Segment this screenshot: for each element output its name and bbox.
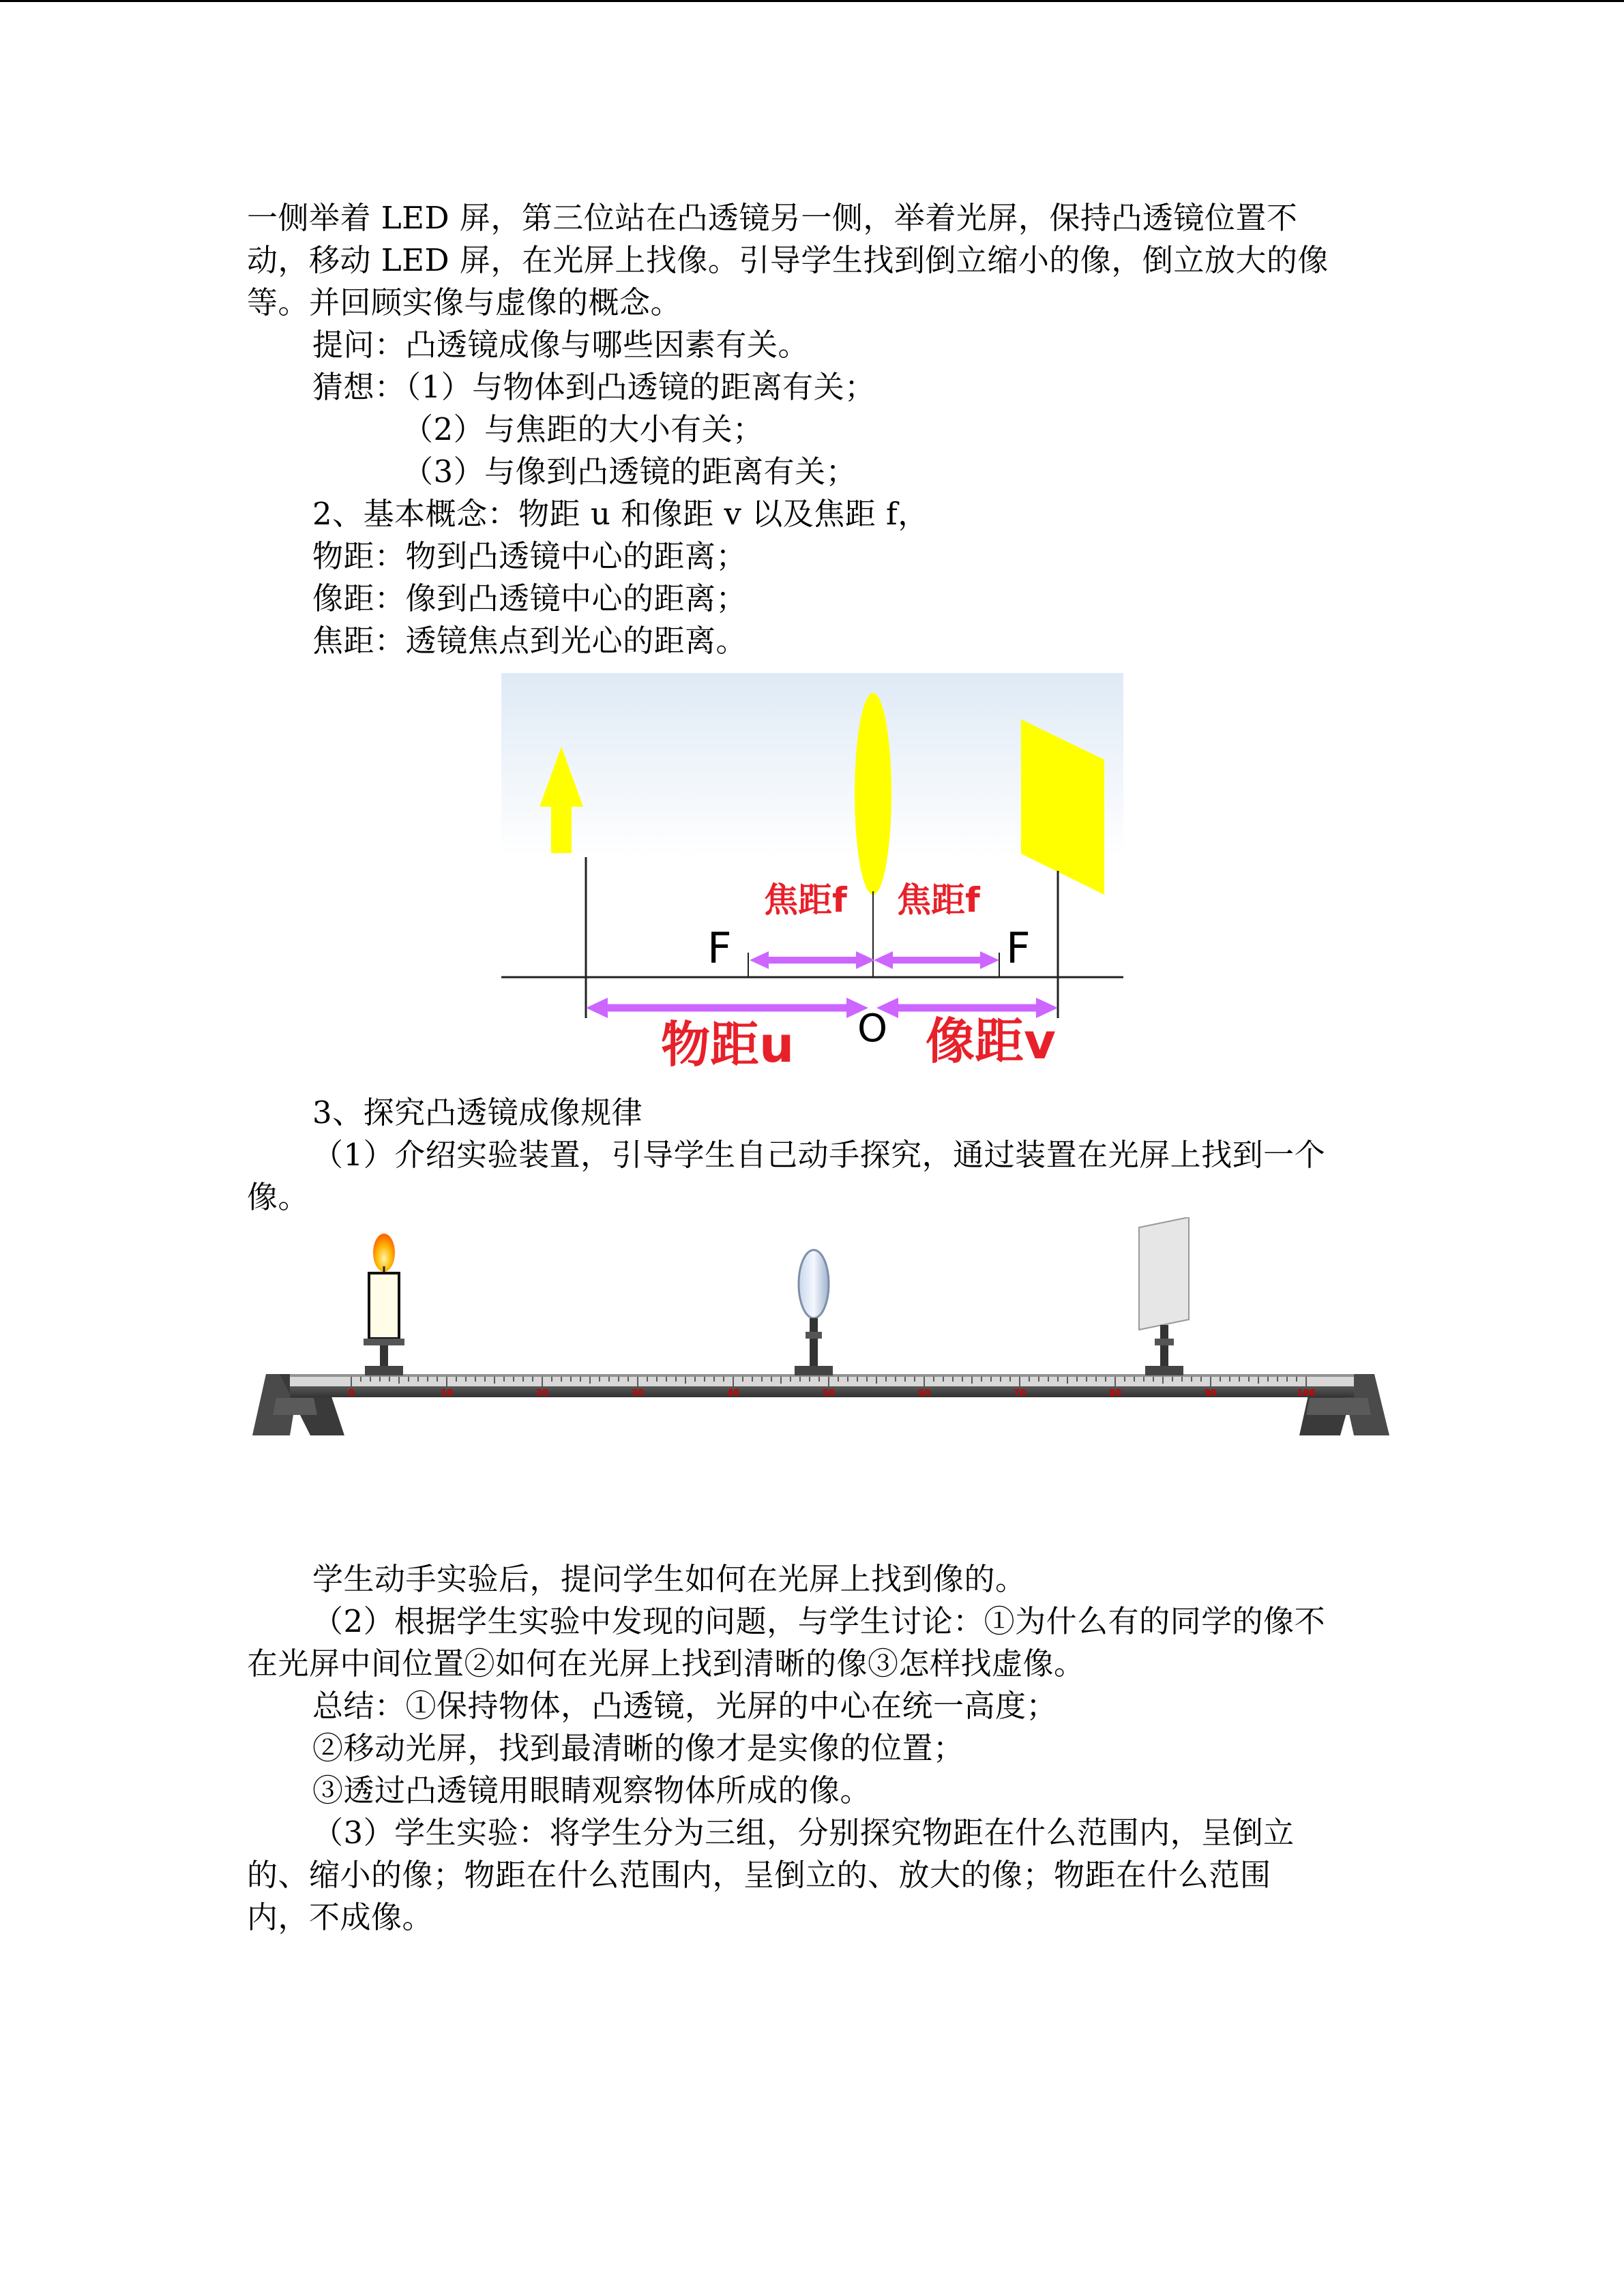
paragraph-line: 3、探究凸透镜成像规律 — [312, 1094, 643, 1131]
scale-label: 60 — [917, 1388, 931, 1399]
paragraph-line: 在光屏中间位置②如何在光屏上找到清晰的像③怎样找虚像。 — [247, 1645, 1085, 1682]
paragraph-line: 等。并回顾实像与虚像的概念。 — [247, 284, 682, 320]
scale-label: 100 — [1297, 1388, 1316, 1399]
optical-center-label: O — [857, 1007, 888, 1051]
scale-label: 40 — [726, 1388, 740, 1399]
paragraph-line: 提问：凸透镜成像与哪些因素有关。 — [312, 327, 810, 363]
paragraph-line: 的、缩小的像；物距在什么范围内，呈倒立的、放大的像；物距在什么范围 — [247, 1857, 1271, 1893]
optical-bench-figure — [249, 1217, 1392, 1449]
bench-screen-icon — [1139, 1217, 1189, 1375]
paragraph-line: ②移动光屏，找到最清晰的像才是实像的位置； — [312, 1730, 964, 1766]
paragraph-line: 猜想：（1）与物体到凸透镜的距离有关； — [312, 369, 876, 405]
paragraph-line: 动，移动 LED 屏，在光屏上找像。引导学生找到倒立缩小的像，倒立放大的像 — [247, 242, 1329, 278]
paragraph-line: （3）学生实验：将学生分为三组，分别探究物距在什么范围内，呈倒立 — [312, 1815, 1295, 1851]
paragraph-line: 物距：物到凸透镜中心的距离； — [312, 538, 748, 574]
paragraph-line: （2）根据学生实验中发现的问题，与学生讨论：①为什么有的同学的像不 — [312, 1603, 1326, 1639]
paragraph-line: 2、基本概念：物距 u 和像距 v 以及焦距 f， — [312, 496, 929, 532]
paragraph-line: 内，不成像。 — [247, 1899, 434, 1935]
paragraph-line: 总结：①保持物体，凸透镜，光屏的中心在统一高度； — [312, 1688, 1058, 1724]
paragraph-line: （2）与焦距的大小有关； — [402, 411, 764, 447]
paragraph-line: ③透过凸透镜用眼睛观察物体所成的像。 — [312, 1772, 872, 1808]
scale-label: 20 — [535, 1388, 549, 1399]
scale-label: 0 — [348, 1388, 355, 1399]
paragraph-line: 像。 — [247, 1179, 310, 1215]
paragraph-line: 学生动手实验后，提问学生如何在光屏上找到像的。 — [312, 1561, 1027, 1597]
paragraph-line: （1）介绍实验装置，引导学生自己动手探究，通过装置在光屏上找到一个 — [312, 1137, 1326, 1173]
convex-lens-icon — [855, 693, 891, 895]
focal-length-label-right: 焦距f — [897, 880, 980, 920]
focal-point-right-label: F — [1006, 923, 1031, 973]
paragraph-line: 像距：像到凸透镜中心的距离； — [312, 580, 748, 616]
paragraph-line: 一侧举着 LED 屏，第三位站在凸透镜另一侧，举着光屏，保持凸透镜位置不 — [247, 200, 1298, 236]
scale-label: 10 — [440, 1388, 454, 1399]
scale-label: 30 — [631, 1388, 645, 1399]
bench-lens-icon — [795, 1250, 833, 1375]
paragraph-line: 焦距：透镜焦点到光心的距离。 — [312, 623, 748, 659]
scale-label: 70 — [1013, 1388, 1027, 1399]
scale-label: 90 — [1204, 1388, 1217, 1399]
focal-length-label-left: 焦距f — [764, 880, 847, 920]
bench-rail-face — [290, 1377, 1354, 1386]
page-top-border — [0, 0, 1624, 2]
focal-point-left-label: F — [707, 923, 732, 973]
paragraph-line: （3）与像到凸透镜的距离有关； — [402, 453, 857, 490]
candle-icon — [364, 1234, 404, 1375]
lens-diagram — [501, 673, 1123, 1082]
object-distance-label: 物距u — [661, 1016, 795, 1073]
object-arrow-shaft — [551, 805, 572, 853]
scale-label: 50 — [822, 1388, 836, 1399]
scale-label: 80 — [1108, 1388, 1122, 1399]
image-distance-label: 像距v — [926, 1013, 1056, 1070]
